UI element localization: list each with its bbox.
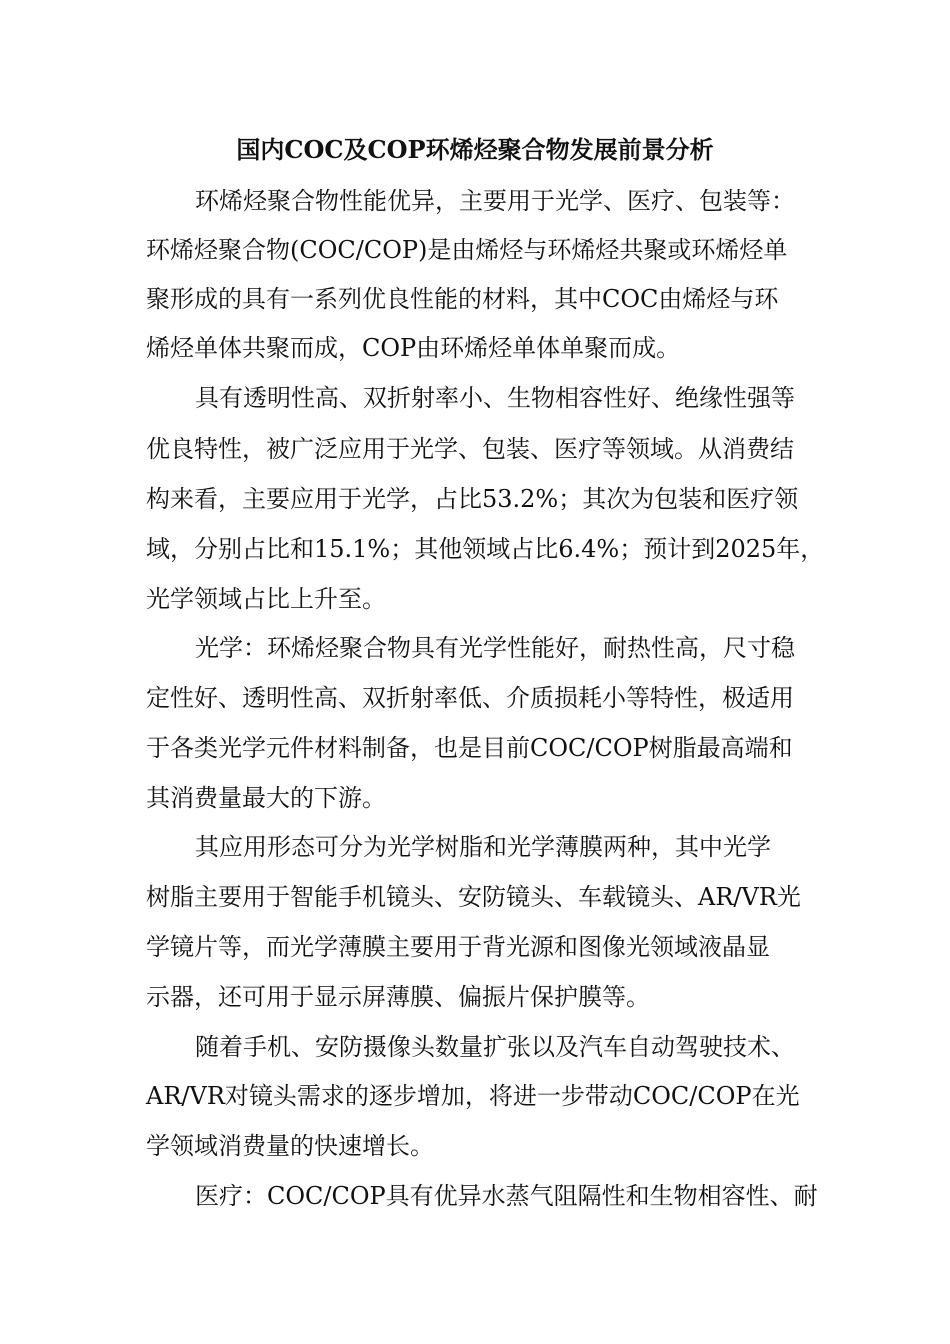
paragraph-4-line-1: 其应用形态可分为光学树脂和光学薄膜两种，其中光学 (195, 833, 771, 861)
paragraph-5-line-1: 随着手机、安防摄像头数量扩张以及汽车自动驾驶技术、 (195, 1033, 795, 1061)
paragraph-4-line-3: 学镜片等，而光学薄膜主要用于背光源和图像光领域液晶显 (146, 933, 770, 961)
paragraph-6-line-1: 医疗：COC/COP具有优异水蒸气阻隔性和生物相容性、耐 (195, 1182, 818, 1210)
paragraph-2-line-1: 具有透明性高、双折射率小、生物相容性好、绝缘性强等 (195, 384, 795, 412)
paragraph-4-line-2: 树脂主要用于智能手机镜头、安防镜头、车载镜头、AR/VR光 (146, 883, 801, 911)
paragraph-1-line-3: 聚形成的具有一系列优良性能的材料，其中COC由烯烃与环 (146, 285, 779, 313)
paragraph-5-line-2: AR/VR对镜头需求的逐步增加，将进一步带动COC/COP在光 (146, 1082, 800, 1110)
paragraph-3-line-2: 定性好、透明性高、双折射率低、介质损耗小等特性，极适用 (146, 684, 794, 712)
paragraph-2-line-5: 光学领域占比上升至。 (146, 585, 386, 613)
paragraph-4-line-4: 示器，还可用于显示屏薄膜、偏振片保护膜等。 (146, 983, 650, 1011)
paragraph-1-line-1: 环烯烃聚合物性能优异，主要用于光学、医疗、包装等： (195, 187, 795, 215)
paragraph-3-line-4: 其消费量最大的下游。 (146, 784, 386, 812)
paragraph-2-line-3: 构来看，主要应用于光学，占比53.2%；其次为包装和医疗领 (146, 485, 799, 513)
paragraph-2-line-2: 优良特性，被广泛应用于光学、包装、医疗等领域。从消费结 (146, 435, 794, 463)
paragraph-1-line-2: 环烯烃聚合物(COC/COP)是由烯烃与环烯烃共聚或环烯烃单 (146, 236, 788, 264)
paragraph-5-line-3: 学领域消费量的快速增长。 (146, 1132, 434, 1160)
paragraph-2-line-4: 域，分别占比和15.1%；其他领域占比6.4%；预计到2025年， (146, 535, 825, 563)
paragraph-3-line-3: 于各类光学元件材料制备，也是目前COC/COP树脂最高端和 (146, 734, 793, 762)
paragraph-1-line-4: 烯烃单体共聚而成，COP由环烯烃单体单聚而成。 (146, 334, 681, 362)
document-title: 国内COC及COP环烯烃聚合物发展前景分析 (236, 135, 714, 164)
paragraph-3-line-1: 光学：环烯烃聚合物具有光学性能好，耐热性高，尺寸稳 (195, 634, 795, 662)
